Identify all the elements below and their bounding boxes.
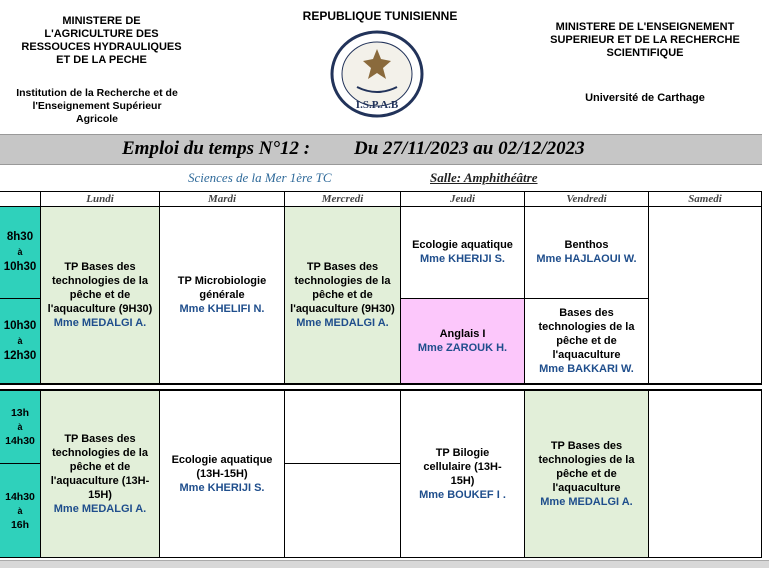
session-jeudi-afternoon: TP Bilogie cellulaire (13H-15H) Mme BOUKEF I .: [401, 391, 525, 558]
svg-text:I.S.P.A.B: I.S.P.A.B: [355, 99, 399, 111]
day-header-vendredi: Vendredi: [525, 192, 649, 206]
time-slot-2: 10h30 à 12h30: [0, 299, 41, 384]
session-vendredi-afternoon: TP Bases des technologies de la pêche et de l'aquaculture Mme MEDALGI A.: [525, 391, 649, 558]
session-vendredi-slot2: Bases des technologies de la pêche et de l'aquaculture Mme BAKKARI W.: [525, 299, 649, 384]
session-jeudi-slot2: Anglais I Mme ZAROUK H.: [401, 299, 525, 384]
session-vendredi-slot1: Benthos Mme HAJLAOUI W.: [525, 207, 649, 299]
schedule-title-bar: [0, 134, 762, 165]
time-slot-3: 13h à 14h30: [0, 391, 41, 464]
room-name: Salle: Amphithéâtre: [430, 170, 538, 185]
time-slot-1: 8h30 à 10h30: [0, 207, 41, 299]
schedule-title: Emploi du temps N°12 :: [122, 138, 311, 159]
day-header-mercredi: Mercredi: [285, 192, 401, 206]
schedule-dates: Du 27/11/2023 au 02/12/2023: [354, 138, 585, 159]
day-header-lundi: Lundi: [41, 192, 160, 206]
day-header-samedi: Samedi: [649, 192, 762, 206]
right-ministry: MINISTERE DE L'ENSEIGNEMENT SUPERIEUR ET DE LA RECHERCHE SCIENTIFIQUE: [550, 21, 740, 59]
session-lundi-morning: TP Bases des technologies de la pêche et de l'aquaculture (9H30) Mme MEDALGI A.: [41, 207, 160, 384]
university-name: Université de Carthage: [585, 92, 705, 104]
ispab-logo: [329, 29, 425, 119]
session-samedi-afternoon: [649, 391, 762, 558]
session-mercredi-afternoon-1: [285, 391, 401, 464]
session-mardi-afternoon: Ecologie aquatique (13H-15H) Mme KHERIJI S.: [160, 391, 285, 558]
republic-title: REPUBLIQUE TUNISIENNE: [302, 9, 458, 23]
day-header-empty: [0, 192, 41, 206]
session-jeudi-slot1: Ecologie aquatique Mme KHERIJI S.: [401, 207, 525, 299]
left-ministry: MINISTERE DE L'AGRICULTURE DES RESSOUCES HYDRAULIQUES ET DE LA PECHE: [21, 15, 182, 66]
time-slot-4: 14h30 à 16h: [0, 464, 41, 558]
lunch-separator: [0, 383, 762, 391]
session-lundi-afternoon: TP Bases des technologies de la pêche et de l'aquaculture (13H-15H) Mme MEDALGI A.: [41, 391, 160, 558]
session-mardi-morning: TP Microbiologie générale Mme KHELIFI N.: [160, 207, 285, 384]
class-name: Sciences de la Mer 1ère TC: [188, 170, 332, 185]
session-samedi-morning: [649, 207, 762, 384]
day-header-jeudi: Jeudi: [401, 192, 525, 206]
left-institution: Institution de la Recherche et de l'Enseignement Supérieur Agricole: [16, 87, 178, 125]
session-mercredi-afternoon-2: [285, 464, 401, 558]
day-header-mardi: Mardi: [160, 192, 285, 206]
session-mercredi-morning: TP Bases des technologies de la pêche et de l'aquaculture (9H30) Mme MEDALGI A.: [285, 207, 401, 384]
